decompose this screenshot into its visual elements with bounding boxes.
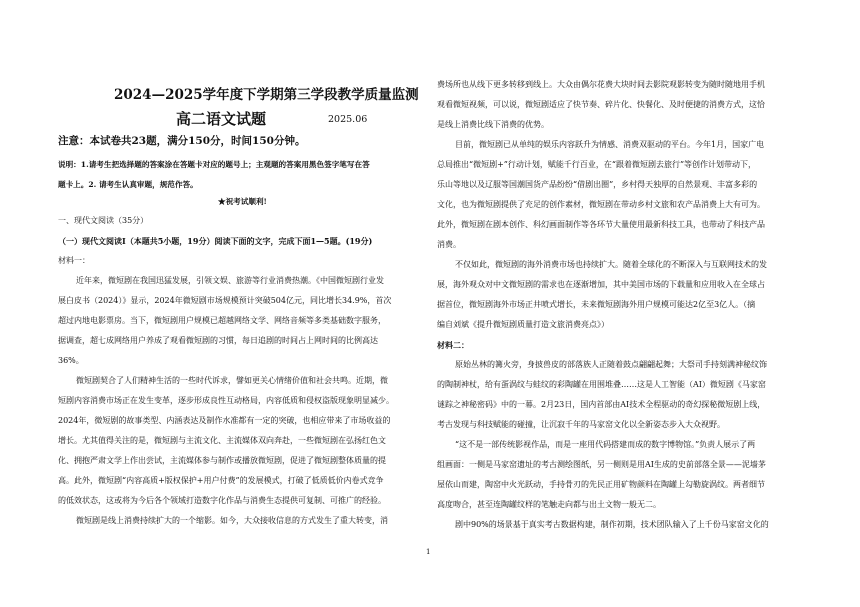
material2-line: 原始丛林的篝火旁，身披兽皮的部落族人正随着鼓点翩翩起舞；大祭司手持刻满神秘纹饰 — [455, 360, 767, 369]
material1-line: 2024年，微短剧的故事类型、内涵表达及制作水准都有一定的突破，也相应带来了市场收益的 — [58, 416, 391, 425]
material1-label: 材料一： — [58, 256, 90, 265]
material2-label: 材料二： — [437, 340, 469, 350]
material1-line: 据调查，超七成网络用户养成了观看微短剧的习惯，每日追剧的时间占上网时间的比例高达 — [58, 336, 378, 345]
material1-line: 高。此外，微短剧“内容高质+版权保护+用户付费”的发展模式，打破了低质低价内卷式竞争 — [58, 476, 384, 485]
right-line: 展，海外观众对中文微短剧的需求也在逐渐增加，其中美国市场的下载量和应用收入在全球占 — [437, 280, 765, 289]
material1-line: 的低效状态，这或将为今后各个领域打造数字化作品与消费生态提供可复制、可推广的经验。 — [58, 496, 386, 505]
material2-line: 剧中90%的场景基于真实考古数据构建，制作初期，技术团队输入了上千份马家窑文化的 — [455, 520, 769, 529]
right-line: 是线上消费比线下消费的优势。 — [437, 120, 549, 129]
page-number: 1 — [426, 548, 431, 556]
material2-line: 组画面：一侧是马家窑遗址的考古测绘图纸，另一侧则是用AI生成的史前部落全景——泥墙茅 — [437, 460, 766, 469]
material1-line: 近年来，微短剧在我国迅猛发展，引领文娱、旅游等行业消费热潮。《中国微短剧行业发 — [76, 276, 384, 285]
wish-text: ★祝考试顺利! — [218, 197, 267, 206]
exam-subtitle: 高二语文试题 — [176, 110, 267, 128]
right-line: 费场所也从线下更多转移到线上。大众由偶尔花费大块时间去影院观影转变为随时随地用手机 — [437, 80, 765, 89]
material1-line: 增长。尤其值得关注的是，微短剧与主流文化、主流媒体双向奔赴，一些微短剧在弘扬红色文 — [58, 436, 386, 445]
exam-notice: 注意：本试卷共23题，满分150分，时间150分钟。 — [58, 135, 306, 147]
right-line: 编自刘斌《提升微短剧质量打造文旅消费亮点》） — [437, 320, 609, 329]
material2-line: 高度吻合，甚至连陶罐纹样的笔触走向都与出土文物一般无二。 — [437, 500, 661, 509]
material1-line: 短剧内容消费市场正在发生变革，逐步形成良性互动格局，内容低质和侵权盗版现象明显减少。 — [58, 396, 394, 405]
section-heading: 一、现代文阅读（35分） — [58, 216, 149, 225]
right-line: 消费。 — [437, 240, 461, 249]
right-line: 乐山等地以及辽服等国潮国货产品纷纷“借剧出圈”，乡村得天独厚的自然景观、丰富多彩的 — [437, 180, 758, 189]
exam-title: 2024—2025学年度下学期第三学段教学质量监测 — [114, 87, 419, 103]
material2-line: 屋依山而建，陶窑中火光跃动，手持骨刃的先民正用矿物颜料在陶罐上勾勒旋涡纹。两者细节 — [437, 480, 765, 489]
right-line: 此外，微短剧在剧本创作、科幻画面制作等各环节大量使用最新科技工具，也带动了科技产品 — [437, 220, 765, 229]
right-line: 据首位，微短剧海外市场正井喷式增长，未来微短剧海外用户规模可能达2亿至3亿人。（摘 — [437, 300, 756, 309]
right-line: 不仅如此，微短剧的海外消费市场也持续扩大。随着全球化的不断深入与互联网技术的发 — [455, 260, 767, 269]
material1-line: 化、拥抱严肃文学上作出尝试，主流媒体参与制作或播放微短剧，促进了微短剧整体质量的提 — [58, 456, 386, 465]
instruction-line-2: 题卡上。2. 请考生认真审题，规范作答。 — [58, 180, 198, 189]
material1-line: 展白皮书（2024）》显示，2024年微短剧市场规模预计突破504亿元，同比增长34.9%，首次 — [58, 296, 392, 305]
material2-line: “这不是一部传统影视作品，而是一座用代码搭建而成的数字博物馆。”负责人展示了两 — [455, 440, 756, 449]
material2-line: 的陶制神杖，给有蛋涡纹与蛙纹的彩陶罐在用围堆叠……这是人工智能（AI）微短剧《马家窑 — [437, 380, 766, 389]
material2-line: 考古发现与科技赋能的碰撞，让沉寂千年的马家窑文化以全新姿态步入大众视野。 — [437, 420, 725, 429]
section-sub-heading: （一）现代文阅读Ⅰ（本题共5小题，19分）阅读下面的文字，完成下面1—5题。(19分) — [58, 236, 373, 246]
exam-date: 2025.06 — [328, 114, 368, 125]
material1-line: 超过内地电影票房。当下，微短剧用户规模已超越网络文学、网络音频等多类基础数字服务， — [58, 316, 386, 325]
material1-line: 微短剧是线上消费持续扩大的一个缩影。如今，大众接收信息的方式发生了重大转变，消 — [76, 516, 388, 525]
material1-line: 36%。 — [58, 356, 84, 365]
instruction-line-1: 说明：1.请考生把选择题的答案涂在答题卡对应的题号上；主观题的答案用黑色签字笔写在答 — [58, 160, 370, 169]
right-line: 目前，微短剧已从单纯的娱乐内容跃升为情感、消费双驱动的平台。今年1月，国家广电 — [455, 140, 765, 149]
material1-line: 微短剧契合了人们精神生活的一些时代诉求，譬如更关心情绪价值和社会共鸣。近期，微 — [76, 376, 388, 385]
material2-line: 谜踪之神秘密码》中的一幕。2月23日，国内首部由AI技术全程驱动的奇幻探秘微短剧上线， — [437, 400, 766, 409]
right-line: 观看微短视频，可以说，微短剧适应了快节奏、碎片化、快餐化、及时便捷的消费方式，这恰 — [437, 100, 765, 109]
right-line: 总局推出“微短剧+”行动计划，赋能千行百业，在“跟着微短剧去旅行”等创作计划带动下， — [437, 160, 757, 169]
right-line: 文化，也为微短剧提供了充足的创作素材，微短剧在带动乡村文旅和农产品消费上大有可为。 — [437, 200, 765, 209]
